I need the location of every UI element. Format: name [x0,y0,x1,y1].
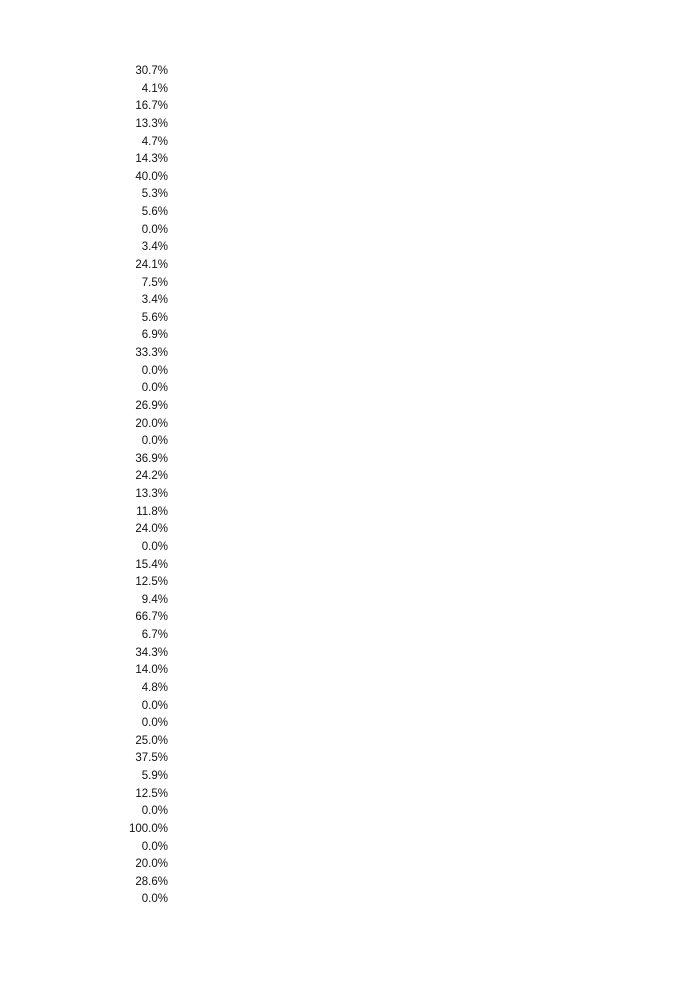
percentage-cell: 5.3% [141,188,168,201]
percentage-cell: 20.0% [135,858,168,871]
percentage-cell: 12.5% [135,787,168,800]
percentage-cell: 6.7% [141,629,168,641]
percentage-cell: 0.0% [141,540,168,553]
percentage-cell: 24.0% [135,523,168,536]
percentage-cell: 11.8% [136,505,168,518]
percentage-cell: 0.0% [141,382,168,395]
percentage-cell: 0.0% [141,840,168,853]
percentage-cell: 25.0% [135,734,168,747]
percentage-cell: 14.0% [135,664,168,677]
percentage-cell: 0.0% [141,717,168,730]
percentage-column [100,63,168,909]
percentage-cell: 5.9% [141,770,168,782]
percentage-cell: 0.0% [141,223,168,236]
percentage-cell: 66.7% [135,611,168,624]
percentage-cell: 0.0% [141,699,168,712]
percentage-cell: 9.4% [141,593,168,606]
percentage-cell: 36.9% [135,452,168,465]
percentage-cell: 4.8% [141,681,168,694]
percentage-cell: 0.0% [141,435,168,448]
percentage-cell: 13.3% [135,488,168,500]
percentage-cell: 40.0% [135,170,168,183]
percentage-cell: 20.0% [135,417,168,430]
percentage-cell: 5.6% [141,311,168,324]
percentage-cell: 37.5% [135,752,168,765]
percentage-cell: 3.4% [141,294,168,307]
percentage-cell: 100.0% [128,822,168,835]
percentage-cell: 16.7% [135,100,168,113]
percentage-cell: 28.6% [135,875,168,888]
percentage-cell: 33.3% [135,347,168,359]
percentage-cell: 0.0% [141,893,168,906]
percentage-cell: 4.1% [141,82,168,95]
percentage-cell: 15.4% [135,558,168,571]
percentage-cell: 24.2% [135,470,168,483]
percentage-cell: 4.7% [141,135,168,148]
percentage-cell: 12.5% [135,576,168,589]
percentage-cell: 3.4% [141,241,168,254]
percentage-cell: 6.9% [141,329,168,342]
percentage-cell: 0.0% [141,364,168,377]
percentage-cell: 14.3% [135,153,168,166]
percentage-cell: 7.5% [141,276,168,289]
percentage-cell: 13.3% [135,117,168,130]
percentage-cell: 26.9% [135,399,168,412]
percentage-cell: 34.3% [135,646,168,659]
percentage-cell: 0.0% [141,805,168,818]
percentage-cell: 30.7% [135,65,168,77]
percentage-cell: 24.1% [135,258,168,271]
percentage-cell: 5.6% [141,206,168,218]
